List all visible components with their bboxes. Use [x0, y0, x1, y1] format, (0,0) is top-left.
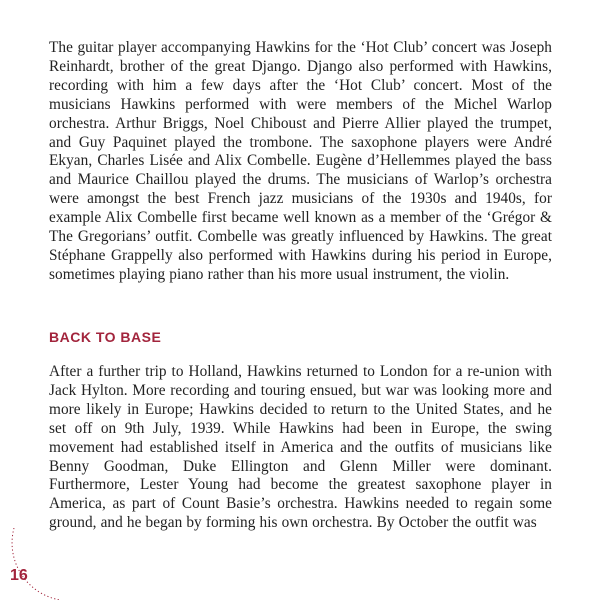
page-corner-arc-decoration [0, 528, 60, 600]
section-heading: BACK TO BASE [49, 329, 162, 345]
body-paragraph: After a further trip to Holland, Hawkins returned to London for a re-union with Jack Hylton. More recording and touring ensued, but war was looking more and more likely in Europe; Hawkins decided to return to the United States, and he set off on 9th July, 1939. While Hawkins had been in Europe, the swing movement had established itself in America and the outfits of musicians like Benny Goodman, Duke Ellington and Glenn Miller were dominant. Furthermore, Lester Young had become the greatest saxophone player in America, as part of Count Basie’s orchestra. Hawkins needed to regain some ground, and he began by forming his own orchestra. By October the outfit was [49, 363, 552, 532]
arc-line [12, 528, 60, 600]
body-paragraph: The guitar player accompanying Hawkins for the ‘Hot Club’ concert was Joseph Reinhardt, brother of the great Django. Django also performed with Hawkins, recording with him a few days after the ‘Hot Club’ concert. Most of the musicians Hawkins performed with were members of the Michel Warlop orchestra. Arthur Briggs, Noel Chiboust and Pierre Allier played the trumpet, and Guy Paquinet played the trombone. The saxophone players were André Ekyan, Charles Lisée and Alix Combelle. Eugène d’Hellemmes played the bass and Maurice Chaillou played the drums. The musicians of Warlop’s orchestra were amongst the best French jazz musicians of the 1930s and 1940s, for example Alix Combelle first became well known as a member of the ‘Grégor & The Gregorians’ outfit. Combelle was greatly influenced by Hawkins. The great Stéphane Grappelly also performed with Hawkins during his period in Europe, sometimes playing piano rather than his more usual instrument, the violin. [49, 39, 552, 283]
page-number: 16 [10, 567, 28, 584]
